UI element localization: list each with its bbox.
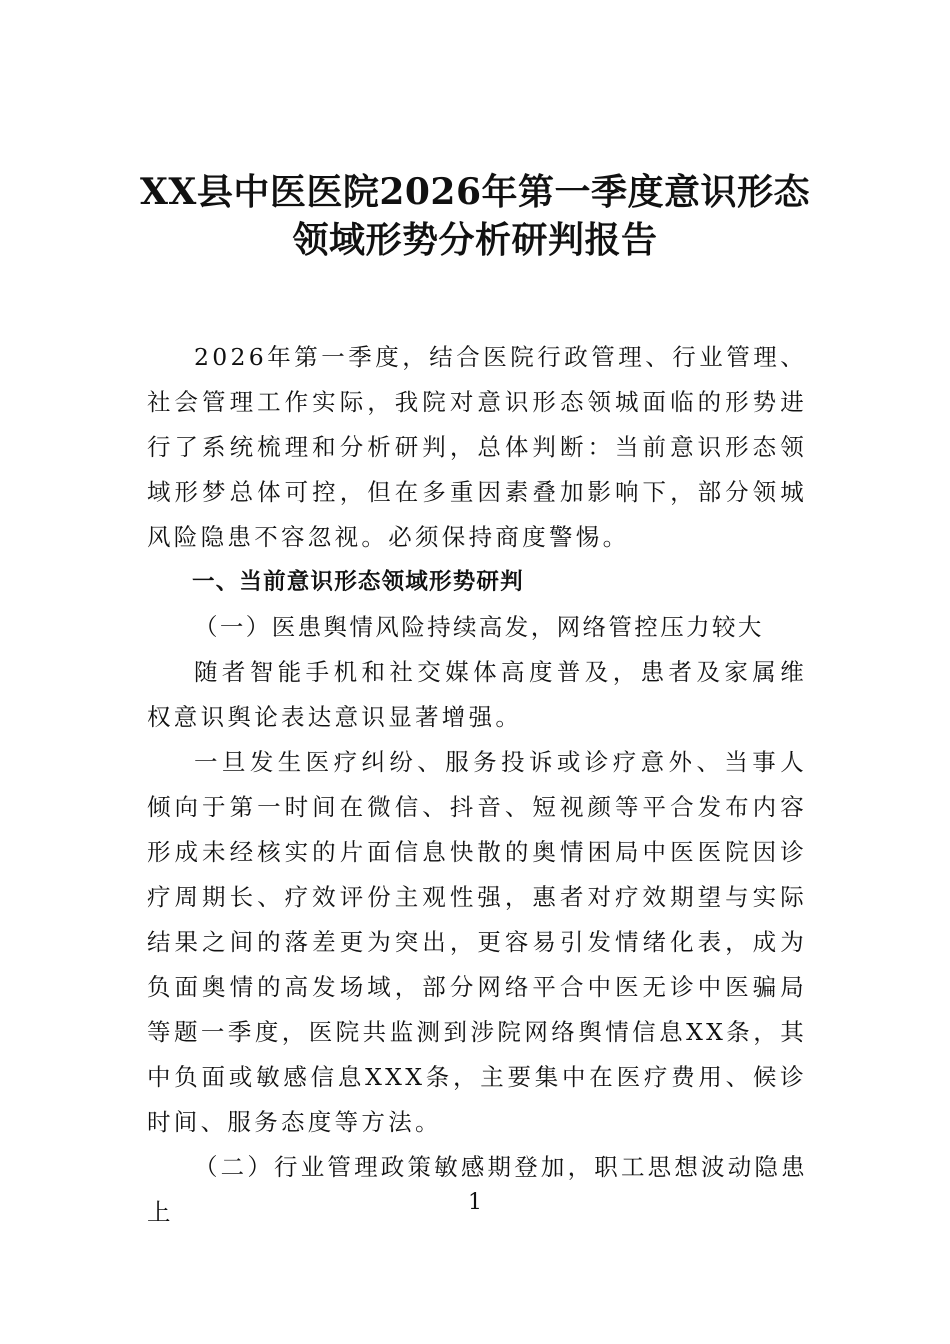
document-title-line-2: 领域形势分析研判报告 bbox=[292, 219, 658, 261]
document-title-line-1: XX县中医医院2026年第一季度意识形态 bbox=[139, 171, 811, 213]
intro-paragraph: 2026年第一季度，结合医院行政管理、行业管理、社会管理工作实际，我院对意识形态领城面临的形势进行了系统梳理和分析研判，总体判断：当前意识形态领域形梦总体可控，但在多重因素叠加影响下，部分领城风险隐患不容忽视。必须保持商度警惕。 bbox=[147, 343, 807, 551]
section-heading-1: 一、当前意识形态领域形势研判 bbox=[192, 569, 524, 595]
body-paragraph-1: 随者智能手机和社交媒体高度普及，患者及家属维权意识舆论表达意识显著增强。 bbox=[147, 658, 807, 731]
document-body bbox=[147, 335, 807, 1235]
page-number: 1 bbox=[468, 1190, 482, 1215]
subsection-heading-2: （二）行业管理政策敏感期登加，职工思想波动隐患上 bbox=[147, 1153, 807, 1226]
body-paragraph-2: 一旦发生医疗纠纷、服务投诉或诊疗意外、当事人倾向于第一时间在微信、抖音、短视颜等平合发布内容形成未经核实的片面信息快散的奥情困局中医医院因诊疗周期长、疗效评份主观性强，惠者对疗效期望与实际结果之间的落差更为突出，更容易引发情绪化表，成为负面奥情的高发场域，部分网络平合中医无诊中医骗局等题一季度，医院共监测到涉院网络舆情信息XX条，其中负面或敏感信息XXX条，主要集中在医疗费用、候诊时间、服务态度等方法。 bbox=[147, 748, 807, 1136]
subsection-heading-1: （一）医患舆情风险持续高发，网络管控压力较大 bbox=[194, 613, 764, 641]
